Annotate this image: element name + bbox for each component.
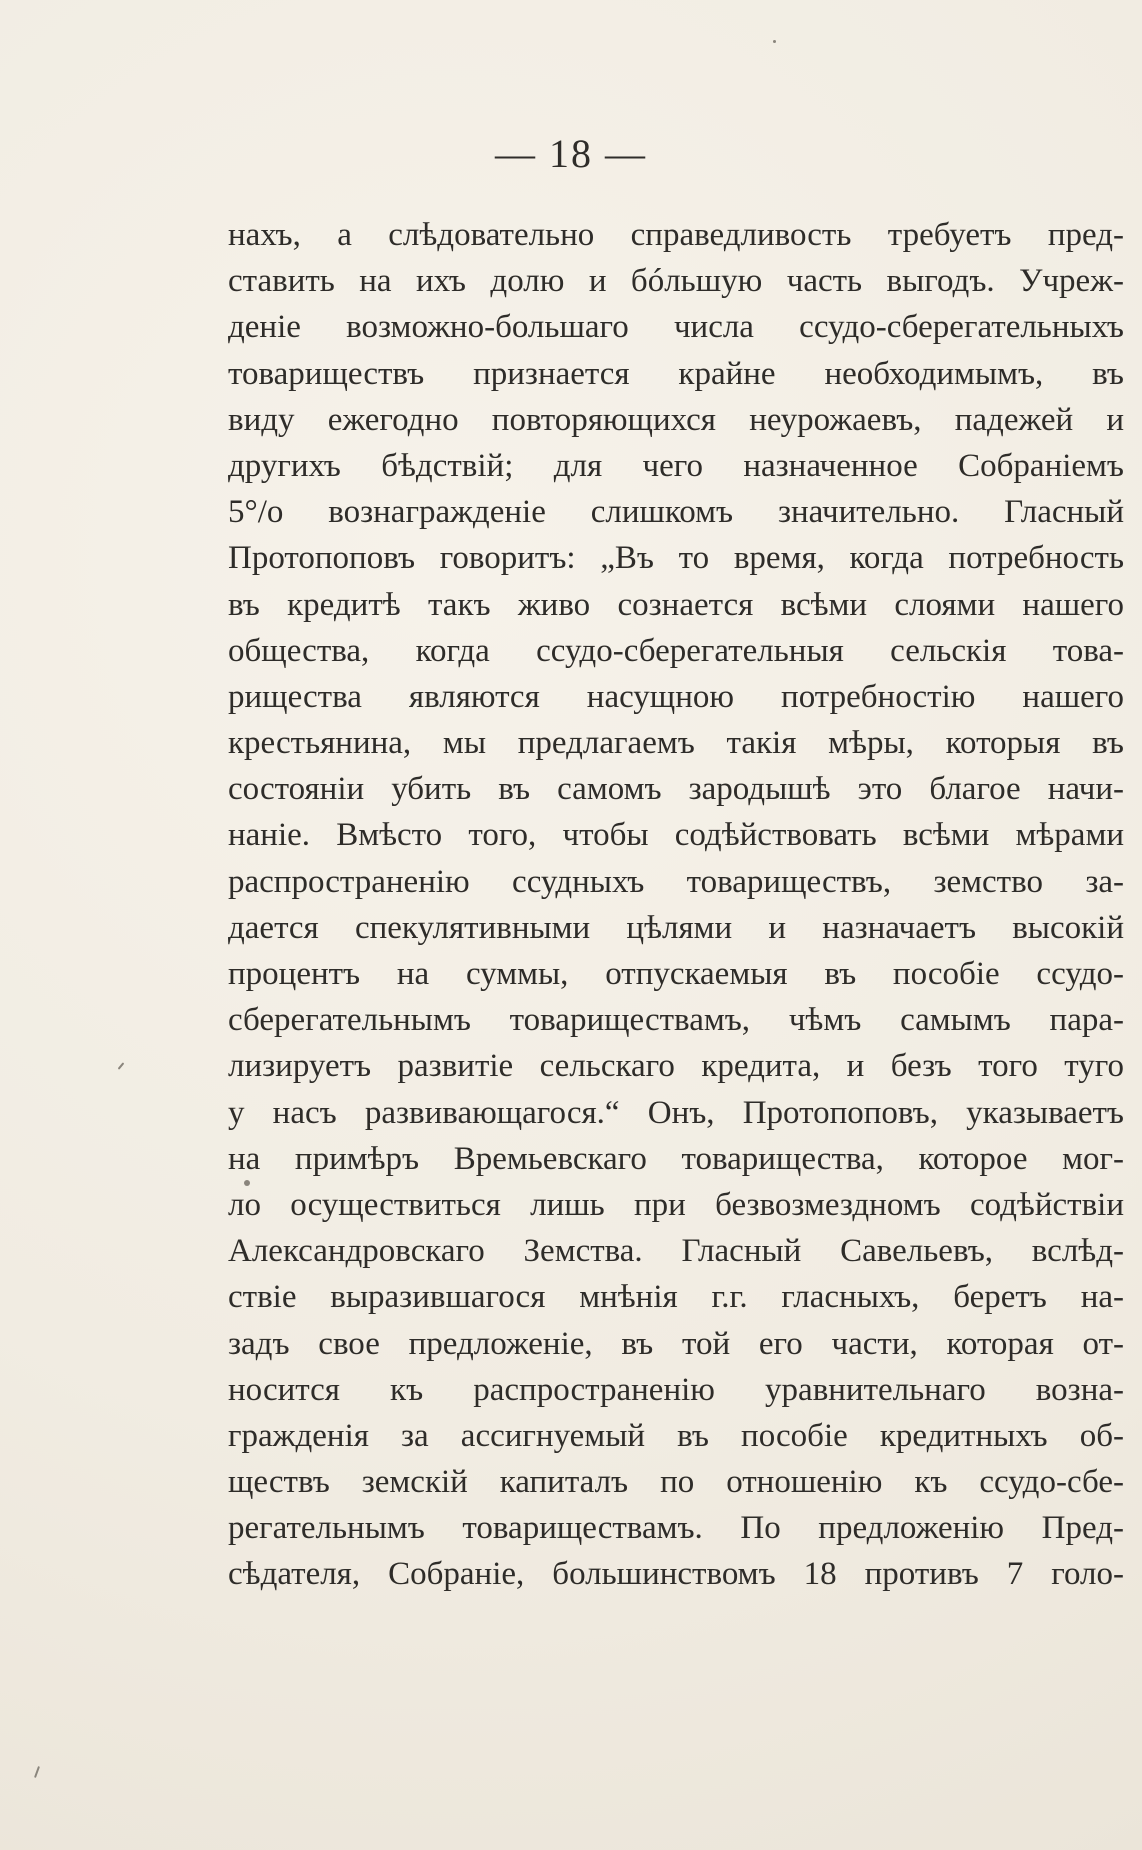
text-line: наніе. Вмѣсто того, чтобы содѣйствовать всѣми мѣрами — [228, 817, 1124, 854]
text-line: въ кредитѣ такъ живо сознается всѣми слоями нашего — [228, 586, 1124, 623]
text-line: процентъ на суммы, отпускаемыя въ пособіе ссудо- — [228, 956, 1124, 992]
text-line: Александровскаго Земства. Гласный Савельевъ, вслѣд- — [228, 1233, 1124, 1270]
text-line: задъ свое предложеніе, въ той его части, которая от- — [228, 1325, 1124, 1362]
text-line: другихъ бѣдствій; для чего назначенное Собраніемъ — [228, 447, 1124, 484]
paper-speck — [118, 1062, 125, 1069]
text-line: у насъ развивающагося.“ Онъ, Протопоповъ, указываетъ — [228, 1094, 1124, 1131]
paper-speck — [244, 1180, 250, 1186]
body-text — [228, 212, 1124, 1598]
text-line: сѣдателя, Собраніе, большинствомъ 18 противъ 7 голо- — [228, 1556, 1124, 1593]
paper-speck — [773, 40, 776, 43]
text-line: крестьянина, мы предлагаемъ такія мѣры, которыя въ — [228, 725, 1124, 762]
text-line: 5°/o вознагражденіе слишкомъ значительно. Гласный — [228, 494, 1124, 531]
text-line: гражденія за ассигнуемый въ пособіе кредитныхъ об- — [228, 1417, 1124, 1454]
text-line: ло осуществиться лишь при безвозмездномъ содѣйствіи — [228, 1186, 1124, 1223]
text-line: ставить на ихъ долю и бóльшую часть выгодъ. Учреж- — [228, 263, 1124, 300]
text-line: сберегательнымъ товариществамъ, чѣмъ самымъ пара- — [228, 1002, 1124, 1039]
text-line: деніе возможно-большаго числа ссудо-сберегательныхъ — [228, 309, 1124, 346]
text-line: распространенію ссудныхъ товариществъ, земство за- — [228, 863, 1124, 900]
text-line: дается спекулятивными цѣлями и назначаетъ высокій — [228, 909, 1124, 946]
text-line: нахъ, а слѣдовательно справедливость требуетъ пред- — [228, 217, 1124, 253]
text-line: лизируетъ развитіе сельскаго кредита, и безъ того туго — [228, 1048, 1124, 1085]
page-number: — 18 — — [495, 131, 647, 176]
text-line: на примѣръ Времьевскаго товарищества, которое мог- — [228, 1140, 1124, 1177]
text-line: виду ежегодно повторяющихся неурожаевъ, падежей и — [228, 401, 1124, 438]
text-line: состояніи убить въ самомъ зародышѣ это благое начи- — [228, 771, 1124, 808]
text-line: регательнымъ товариществамъ. По предложенію Пред- — [228, 1510, 1124, 1547]
text-line: носится къ распространенію уравнительнаго возна- — [228, 1371, 1124, 1408]
text-line: Протопоповъ говоритъ: „Въ то время, когда потребность — [228, 540, 1124, 577]
text-line: общества, когда ссудо-сберегательныя сельскія това- — [228, 632, 1124, 669]
text-line: ществъ земскій капиталъ по отношенію къ ссудо-сбе- — [228, 1464, 1124, 1501]
text-line: товариществъ признается крайне необходимымъ, въ — [228, 355, 1124, 392]
text-line: рищества являются насущною потребностію нашего — [228, 678, 1124, 715]
paper-speck — [34, 1766, 40, 1778]
text-line: ствіе выразившагося мнѣнія г.г. гласныхъ, беретъ на- — [228, 1279, 1124, 1316]
